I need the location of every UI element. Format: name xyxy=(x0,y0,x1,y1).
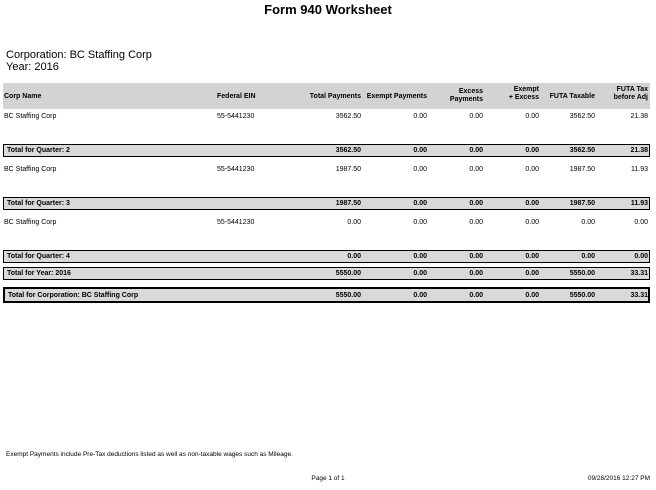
cell-exempt-excess: 0.00 xyxy=(525,166,539,173)
header-excess-payments-line1: Excess xyxy=(458,88,483,95)
header-futa-tax xyxy=(599,86,648,102)
year-label: Year: 2016 xyxy=(6,61,59,73)
cell-total-label: Total for Corporation: BC Staffing Corp xyxy=(8,292,139,299)
header-corp-name: Corp Name xyxy=(4,93,42,100)
cell-total-label: Total for Quarter: 3 xyxy=(7,200,70,207)
cell-exempt-excess: 0.00 xyxy=(525,292,539,299)
cell-exempt-excess: 0.00 xyxy=(525,219,539,226)
header-total-payments: Total Payments xyxy=(309,93,361,100)
cell-total-payments: 0.00 xyxy=(347,219,361,226)
cell-futa-taxable: 5550.00 xyxy=(569,270,595,277)
header-futa-tax-line2: before Adj xyxy=(613,94,648,101)
cell-total-label: Total for Quarter: 4 xyxy=(7,253,70,260)
cell-exempt-excess: 0.00 xyxy=(525,200,539,207)
report-title: Form 940 Worksheet xyxy=(264,2,392,17)
cell-exempt-excess: 0.00 xyxy=(525,253,539,260)
footer-note: Exempt Payments include Pre-Tax deductions listed as well as non-taxable wages such as Mileage. xyxy=(6,451,293,458)
cell-corp-name: BC Staffing Corp xyxy=(4,219,57,226)
cell-futa-tax: 21.38 xyxy=(630,147,648,154)
cell-futa-tax: 0.00 xyxy=(634,253,648,260)
table-row xyxy=(3,164,650,176)
cell-excess-payments: 0.00 xyxy=(469,200,483,207)
cell-total-payments: 3562.50 xyxy=(335,113,361,120)
cell-corp-name: BC Staffing Corp xyxy=(4,166,57,173)
cell-federal-ein: 55-5441230 xyxy=(217,113,255,120)
cell-excess-payments: 0.00 xyxy=(469,166,483,173)
cell-exempt-excess: 0.00 xyxy=(525,147,539,154)
header-futa-tax-line1: FUTA Tax xyxy=(616,86,648,93)
table-row xyxy=(3,111,650,123)
cell-federal-ein: 55-5441230 xyxy=(217,219,255,226)
page-number: Page 1 of 1 xyxy=(311,475,345,482)
table-total-row xyxy=(3,287,650,303)
cell-exempt-payments: 0.00 xyxy=(413,219,427,226)
cell-total-payments: 1987.50 xyxy=(335,200,361,207)
table-total-row xyxy=(3,144,650,157)
cell-exempt-excess: 0.00 xyxy=(525,270,539,277)
cell-futa-tax: 33.31 xyxy=(630,292,648,299)
header-federal-ein: Federal EIN xyxy=(217,93,256,100)
cell-total-payments: 1987.50 xyxy=(335,166,361,173)
cell-total-label: Total for Year: 2016 xyxy=(7,270,71,277)
cell-exempt-payments: 0.00 xyxy=(413,253,427,260)
corporation-label: Corporation: BC Staffing Corp xyxy=(6,49,152,61)
cell-futa-tax: 0.00 xyxy=(634,219,648,226)
table-total-row xyxy=(3,197,650,210)
cell-corp-name: BC Staffing Corp xyxy=(4,113,57,120)
cell-futa-tax: 21.38 xyxy=(630,113,648,120)
cell-excess-payments: 0.00 xyxy=(469,253,483,260)
cell-exempt-payments: 0.00 xyxy=(413,270,427,277)
cell-exempt-payments: 0.00 xyxy=(413,166,427,173)
cell-total-payments: 3562.50 xyxy=(335,147,361,154)
cell-excess-payments: 0.00 xyxy=(469,219,483,226)
header-exempt-excess-line2: + Excess xyxy=(508,94,539,101)
cell-total-payments: 5550.00 xyxy=(335,292,361,299)
cell-futa-tax: 11.93 xyxy=(630,200,648,207)
cell-futa-taxable: 1987.50 xyxy=(569,200,595,207)
table-total-row xyxy=(3,267,650,280)
cell-excess-payments: 0.00 xyxy=(469,147,483,154)
header-excess-payments xyxy=(433,88,483,104)
cell-exempt-payments: 0.00 xyxy=(413,113,427,120)
print-timestamp: 09/28/2016 12:27 PM xyxy=(587,475,650,482)
table-header xyxy=(3,83,650,109)
header-exempt-excess-line1: Exempt xyxy=(513,86,539,93)
cell-total-label: Total for Quarter: 2 xyxy=(7,147,70,154)
cell-total-payments: 5550.00 xyxy=(335,270,361,277)
cell-exempt-payments: 0.00 xyxy=(413,200,427,207)
cell-futa-taxable: 1987.50 xyxy=(569,166,595,173)
cell-excess-payments: 0.00 xyxy=(469,292,483,299)
cell-excess-payments: 0.00 xyxy=(469,270,483,277)
cell-futa-tax: 33.31 xyxy=(630,270,648,277)
cell-exempt-payments: 0.00 xyxy=(413,147,427,154)
cell-futa-taxable: 0.00 xyxy=(581,253,595,260)
cell-futa-taxable: 3562.50 xyxy=(569,147,595,154)
cell-exempt-payments: 0.00 xyxy=(413,292,427,299)
cell-futa-taxable: 0.00 xyxy=(581,219,595,226)
cell-total-payments: 0.00 xyxy=(347,253,361,260)
cell-futa-taxable: 3562.50 xyxy=(569,113,595,120)
cell-exempt-excess: 0.00 xyxy=(525,113,539,120)
cell-futa-tax: 11.93 xyxy=(631,166,648,173)
cell-futa-taxable: 5550.00 xyxy=(569,292,595,299)
header-excess-payments-line2: Payments xyxy=(449,96,483,103)
cell-federal-ein: 55-5441230 xyxy=(217,166,255,173)
cell-excess-payments: 0.00 xyxy=(469,113,483,120)
header-futa-taxable: FUTA Taxable xyxy=(549,93,595,100)
table-row xyxy=(3,217,650,229)
header-exempt-excess xyxy=(489,86,539,102)
header-exempt-payments: Exempt Payments xyxy=(366,93,427,100)
table-total-row xyxy=(3,250,650,263)
